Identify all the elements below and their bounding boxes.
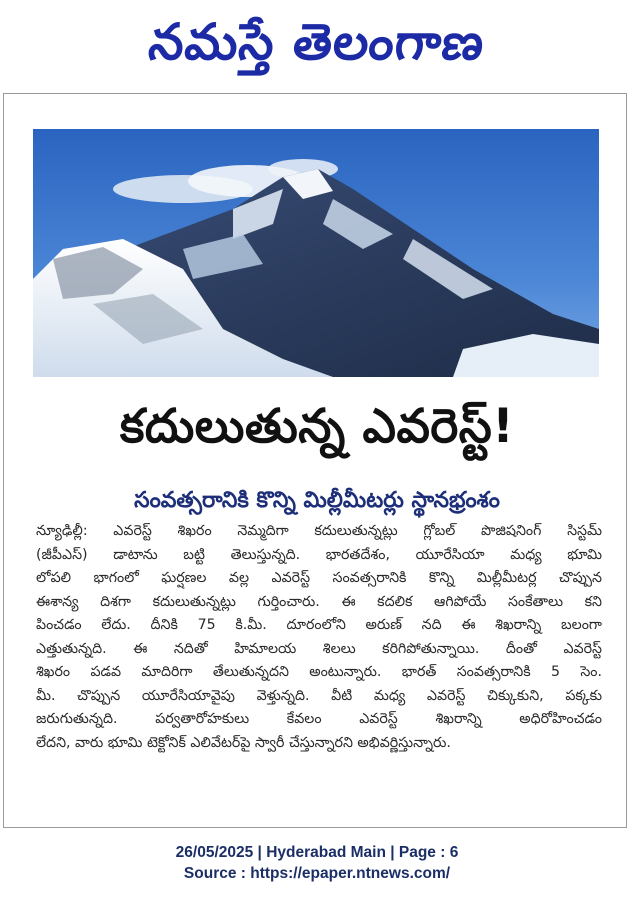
article-body-line: పించడం లేదు. దీనికి 75 కి.మీ. దూరంలోని అరుణ్ నది ఈ శిఖరాన్ని బలంగా: [36, 617, 602, 633]
article-body-line: ఎత్తుతున్నది. ఈ నదితో హిమాలయ శిలలు కరిగిపోతున్నాయి. దీంతో ఎవరెస్ట్: [36, 640, 602, 657]
article-body-line: (జీపీఎస్) డాటాను బట్టి తెలుస్తున్నది. భారతదేశం, యూరేసియా మధ్య భూమి: [36, 546, 602, 563]
article-body-line: మీ. చొప్పున యూరేసియావైపు వెళ్తున్నది. వీటి మధ్య ఎవరెస్ట్ చిక్కుకుని, పక్కకు: [36, 687, 602, 704]
article-headline: కదులుతున్న ఎవరెస్ట్!: [119, 399, 515, 454]
article-body-line: లేదని, వారు భూమి టెక్టోనిక్ ఎలివేటర్‌పై స్వారీ చేస్తున్నారని అభివర్ణిస్తున్నారు.: [36, 734, 451, 751]
article-photo: [33, 129, 599, 377]
footer-source-link[interactable]: Source : https://epaper.ntnews.com/: [183, 865, 451, 882]
article-body-line: న్యూఢిల్లీ: ఎవరెస్ట్ శిఖరం నెమ్మదిగా కదులుతున్నట్లు గ్లోబల్ పొజిషనింగ్ సిస్టమ్: [36, 523, 602, 539]
everest-photo-image: [33, 129, 599, 377]
article-body-line: ఈశాన్య దిశగా కదులుతున్నట్లు గుర్తించారు. ఈ కదలిక ఆగిపోయే సంకేతాలు కని: [36, 593, 602, 610]
article-body-line: లోపలి భాగంలో ఘర్షణల వల్ల ఎవరెస్ట్ సంవత్సరానికి కొన్ని మిల్లీమీటర్ల చొప్పున: [36, 570, 602, 586]
footer-edition-info: 26/05/2025 | Hyderabad Main | Page : 6: [175, 844, 459, 861]
article-body: [36, 520, 602, 755]
article-body-line: శిఖరం పడవ మాదిరిగా తేలుతున్నదని అంటున్నారు. భారత్ సంవత్సరానికి 5 సెం.: [36, 664, 602, 680]
newspaper-logo-title: నమస్తే తెలంగాణ: [146, 13, 488, 71]
article-subheadline: సంవత్సరానికి కొన్ని మిల్లీమీటర్లు స్థానభ్రంశం: [134, 488, 500, 513]
masthead: [0, 6, 634, 80]
article-body-line: జరుగుతున్నది. పర్వతారోహకులు కేవలం ఎవరెస్ట్ శిఖరాన్ని అధిరోహించడం: [36, 711, 602, 727]
page-footer: [0, 842, 634, 884]
